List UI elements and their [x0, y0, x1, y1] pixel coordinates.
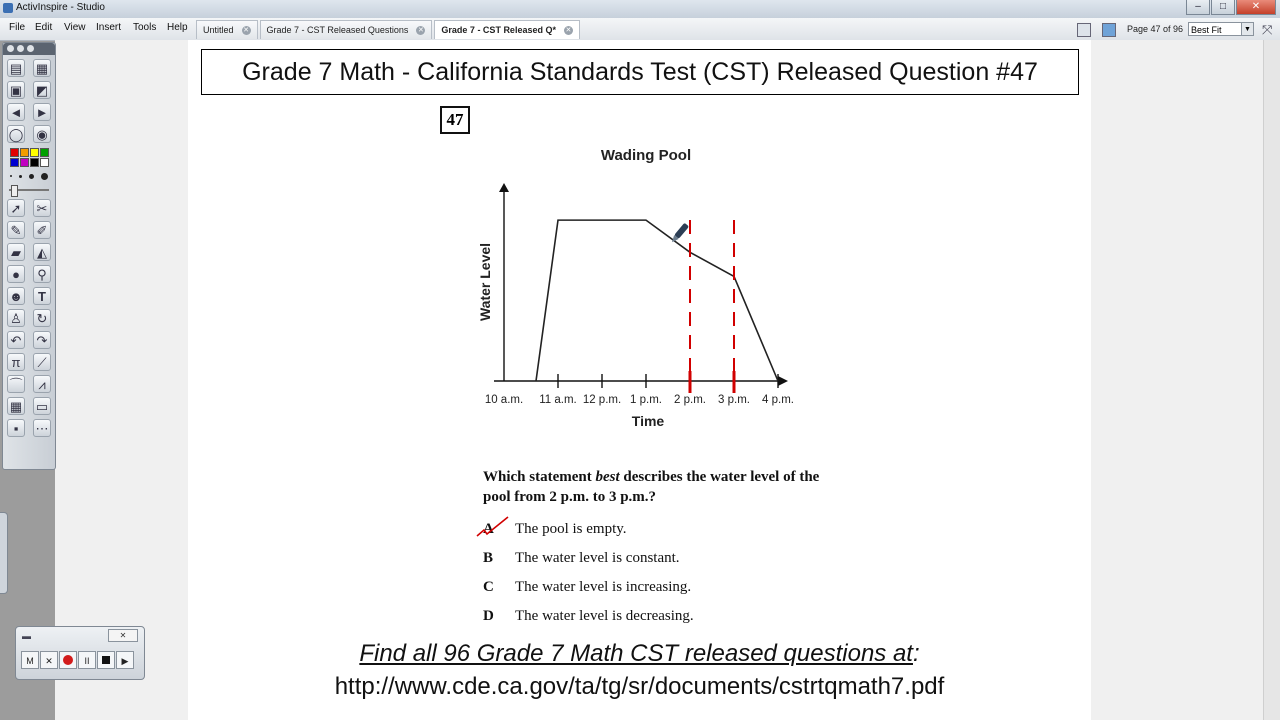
undo-icon[interactable]: ↶ [7, 331, 25, 349]
close-tab-icon[interactable]: ✕ [565, 26, 572, 34]
shape-icon[interactable]: ● [7, 265, 25, 283]
refresh-icon[interactable]: ↻ [33, 309, 51, 327]
red-check-annotation [474, 514, 514, 540]
browser-icon[interactable]: ◉ [33, 125, 51, 143]
reset-page-icon[interactable]: ◯ [8, 127, 24, 142]
option-text: The water level is decreasing. [515, 608, 694, 624]
recorder-icon[interactable]: ▪ [7, 419, 25, 437]
record-button[interactable] [59, 651, 77, 669]
menu-help[interactable]: Help [167, 22, 188, 33]
pen-icon[interactable]: ✎ [7, 221, 25, 239]
x-tick-label: 4 p.m. [762, 394, 794, 406]
page-browser-icon[interactable] [1077, 23, 1091, 37]
option-text: The pool is empty. [515, 521, 627, 537]
x-tick-label: 1 p.m. [630, 394, 662, 406]
play-button[interactable]: ▶ [116, 651, 134, 669]
page-thumbnail-icon[interactable] [1102, 23, 1116, 37]
option-text: The water level is increasing. [515, 579, 692, 595]
close-window-button[interactable]: ✕ [1236, 0, 1276, 15]
menu-view[interactable]: View [64, 22, 86, 33]
profile-icon[interactable]: ▦ [33, 59, 51, 77]
desktop-annotate-icon[interactable]: ◩ [33, 81, 51, 99]
redo-icon[interactable]: ↷ [33, 331, 51, 349]
pi-icon[interactable]: π [7, 353, 25, 371]
question-prompt [483, 467, 823, 507]
footer-url[interactable]: http://www.cde.ca.gov/ta/tg/sr/documents/cstrtqmath7.pdf [334, 673, 945, 700]
chart-title: Wading Pool [600, 147, 692, 164]
title-bar [0, 0, 1280, 18]
tab-label: Grade 7 - CST Released Q* [441, 25, 556, 35]
highlighter-icon[interactable]: ✐ [33, 221, 51, 239]
x-tick-label: 3 p.m. [718, 394, 750, 406]
wading-pool-chart [470, 140, 800, 440]
expand-icon[interactable]: ⤧ [1262, 22, 1273, 37]
side-panel-tab[interactable] [0, 512, 8, 594]
swatch-red[interactable] [10, 148, 19, 157]
magic-ink-icon[interactable]: ☻ [7, 287, 25, 305]
cancel-recording-button[interactable]: ✕ [40, 651, 58, 669]
option-letter: D [483, 608, 494, 624]
select-icon[interactable]: ➚ [7, 199, 25, 217]
fill-icon[interactable]: ◭ [33, 243, 51, 261]
pen-cursor-icon [670, 223, 689, 244]
tab-untitled[interactable] [196, 20, 258, 39]
flipchart-icon[interactable]: ▣ [7, 81, 25, 99]
stop-icon [102, 656, 110, 664]
color-palette [10, 148, 49, 167]
menu-tools[interactable]: Tools [133, 22, 157, 33]
menu-file[interactable]: File [9, 22, 26, 33]
recorder-icon: ▬ [22, 631, 31, 641]
more-tools-icon[interactable]: ⋯ [33, 419, 51, 437]
question-number: 47 [440, 106, 470, 134]
swatch-orange[interactable] [20, 148, 29, 157]
x-tick-label: 10 a.m. [484, 394, 524, 406]
protractor-icon[interactable]: ⌒ [7, 375, 25, 393]
answer-option-b[interactable] [483, 550, 680, 567]
x-tick-label: 12 p.m. [582, 394, 622, 406]
stop-button[interactable] [97, 651, 115, 669]
record-icon [63, 655, 73, 665]
tools-icon[interactable]: ✂ [33, 199, 51, 217]
vertical-scrollbar[interactable] [1263, 40, 1280, 720]
option-text: The water level is constant. [515, 550, 680, 566]
app-icon [3, 3, 13, 13]
x-tick-label: 2 p.m. [674, 394, 706, 406]
x-tick-label: 11 a.m. [539, 394, 577, 406]
window-title: ActivInspire - Studio [16, 2, 105, 13]
toolbox-header[interactable] [3, 43, 55, 55]
zoom-select[interactable] [1188, 22, 1254, 36]
option-letter: B [483, 550, 494, 566]
close-tab-icon[interactable]: ✕ [243, 26, 249, 34]
next-page-icon[interactable]: ► [33, 103, 51, 121]
screen-recorder-toolbar [15, 626, 145, 680]
menu-edit[interactable]: Edit [35, 22, 53, 33]
swatch-green[interactable] [40, 148, 49, 157]
y-axis-label: Water Level [477, 242, 493, 322]
x-axis-label: Time [631, 413, 665, 429]
maximize-button[interactable]: □ [1211, 0, 1235, 15]
minimize-button[interactable]: – [1186, 0, 1210, 15]
eraser-icon[interactable]: ▰ [7, 243, 25, 261]
swatch-blue[interactable] [10, 158, 19, 167]
main-menu-icon[interactable]: ▤ [7, 59, 25, 77]
tab-label: Grade 7 - CST Released Questions [266, 25, 409, 35]
window-controls [1185, 0, 1276, 16]
document-tabs [196, 20, 582, 39]
mute-button[interactable]: M [21, 651, 39, 669]
swatch-purple[interactable] [20, 158, 29, 167]
swatch-white[interactable] [40, 158, 49, 167]
close-tab-icon[interactable]: ✕ [417, 26, 424, 34]
connector-icon[interactable]: ⚲ [33, 265, 51, 283]
prompt-emphasis: best [595, 469, 620, 485]
tab-cst-released-q-active[interactable] [434, 20, 580, 39]
swatch-black[interactable] [30, 158, 39, 167]
option-letter: A [483, 521, 494, 537]
page-indicator: Page 47 of 96 [1127, 24, 1184, 34]
water-level-line [536, 220, 778, 381]
footer-colon: : [912, 640, 920, 667]
pen-width-slider[interactable] [9, 185, 49, 195]
tab-cst-released-questions[interactable] [260, 20, 433, 39]
footer-link-text[interactable] [188, 640, 1091, 668]
menu-insert[interactable]: Insert [96, 22, 122, 33]
revealer-icon[interactable]: ♙ [7, 309, 25, 327]
prompt-text-2: describes the water level of the pool from 2 p.m. to 3 p.m.? [483, 469, 820, 505]
ruler-icon[interactable]: ⟋ [33, 353, 51, 371]
tab-label: Untitled [203, 25, 234, 35]
x-axis-arrow [778, 376, 788, 386]
calculator-icon[interactable]: ▦ [7, 397, 25, 415]
answer-option-d[interactable] [483, 608, 694, 625]
main-toolbox [2, 42, 56, 470]
answer-option-c[interactable] [483, 579, 691, 596]
page-heading: Grade 7 Math - California Standards Test (CST) Released Question #47 [201, 49, 1079, 95]
compass-icon[interactable]: ⩘ [33, 375, 51, 393]
y-axis-arrow [499, 183, 509, 192]
prompt-text-1: Which statement [483, 469, 596, 485]
option-letter: C [483, 579, 494, 595]
right-margin [1091, 40, 1263, 720]
footer-link-label: Find all 96 Grade 7 Math CST released questions at [359, 640, 913, 667]
text-icon[interactable]: T [33, 287, 51, 305]
previous-page-icon[interactable]: ◄ [7, 103, 25, 121]
pen-width-presets[interactable] [7, 171, 51, 181]
chevron-down-icon: ▼ [1241, 23, 1253, 35]
swatch-yellow[interactable] [30, 148, 39, 157]
left-margin [55, 40, 188, 720]
camera-icon[interactable]: ▭ [33, 397, 51, 415]
zoom-value: Best Fit [1191, 25, 1222, 35]
pause-button[interactable]: II [78, 651, 96, 669]
close-recorder-icon[interactable]: ✕ [108, 629, 138, 642]
